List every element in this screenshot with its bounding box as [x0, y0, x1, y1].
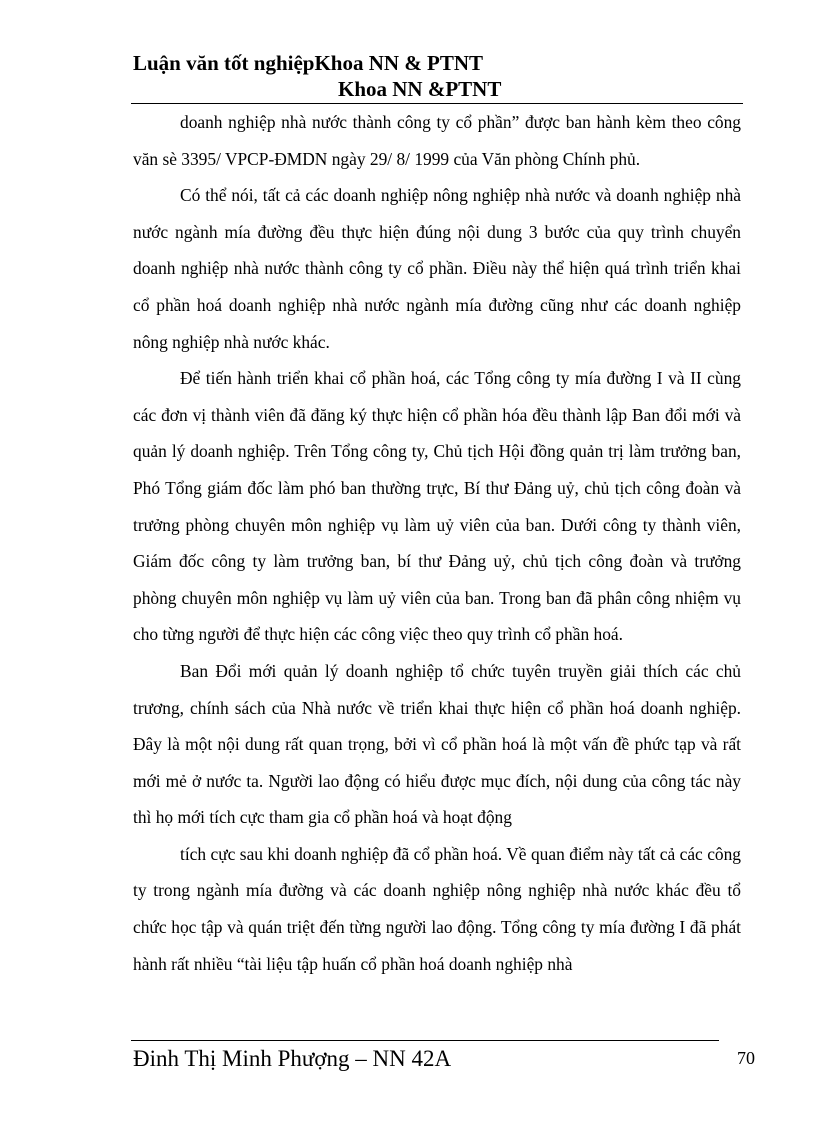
header-line-1: Luận văn tốt nghiệpKhoa NN & PTNT	[133, 51, 484, 75]
paragraph-continued: doanh nghiệp nhà nước thành công ty cổ phần” được ban hành kèm theo công văn sè 3395/ VPCP-ĐMDN ngày 29/ 8/ 1999 của Văn phòng Chính phủ.	[133, 112, 741, 169]
page-number: 70	[737, 1048, 755, 1068]
paragraph: tích cực sau khi doanh nghiệp đã cổ phần hoá. Về quan điểm này tất cả các công ty trong ngành mía đường và các doanh nghiệp nông nghiệp nhà nước khác đều tổ chức học tập và quán triệt đến từng người lao động. Tổng công ty mía đường I đã phát hành rất nhiều “tài liệu tập huấn cổ phần hoá doanh nghiệp nhà	[133, 843, 741, 974]
page-header	[133, 50, 753, 102]
paragraph: Ban Đổi mới quản lý doanh nghiệp tổ chức tuyên truyền giải thích các chủ trương, chính sách của Nhà nước về triển khai thực hiện cổ phần hoá doanh nghiệp. Đây là một nội dung rất quan trọng, bởi vì cổ phần hoá là một vấn đề phức tạp và rất mới mẻ ở nước ta. Người lao động có hiểu được mục đích, nội dung của công tác này thì họ mới tích cực tham gia cổ phần hoá và hoạt động	[133, 660, 741, 828]
paragraph: Để tiến hành triển khai cổ phần hoá, các Tổng công ty mía đường I và II cùng các đơn vị thành viên đã đăng ký thực hiện cổ phần hóa đều thành lập Ban đổi mới và quản lý doanh nghiệp. Trên Tổng công ty, Chủ tịch Hội đồng quản trị làm trưởng ban, Phó Tổng giám đốc làm phó ban thường trực, Bí thư Đảng uỷ, chủ tịch công đoàn và trưởng phòng chuyên môn nghiệp vụ làm uỷ viên của ban. Dưới công ty thành viên, Giám đốc công ty làm trưởng ban, bí thư Đảng uỷ, chủ tịch công đoàn và trưởng phòng chuyên môn nghiệp vụ làm uỷ viên của ban. Trong ban đã phân công nhiệm vụ cho từng người để thực hiện các công việc theo quy trình cổ phần hoá.	[133, 368, 741, 645]
document-body	[133, 104, 741, 982]
footer-author: Đinh Thị Minh Phượng – NN 42A	[133, 1046, 452, 1071]
header-line-2: Khoa NN &PTNT	[338, 77, 502, 101]
page-footer	[133, 1040, 753, 1080]
paragraph: Có thể nói, tất cả các doanh nghiệp nông nghiệp nhà nước và doanh nghiệp nhà nước ngành mía đường đều thực hiện đúng nội dung 3 bước của quy trình chuyển doanh nghiệp nhà nước thành công ty cổ phần. Điều này thể hiện quá trình triển khai cổ phần hoá doanh nghiệp nhà nước ngành mía đường cũng như các doanh nghiệp nông nghiệp nhà nước khác.	[133, 185, 741, 352]
